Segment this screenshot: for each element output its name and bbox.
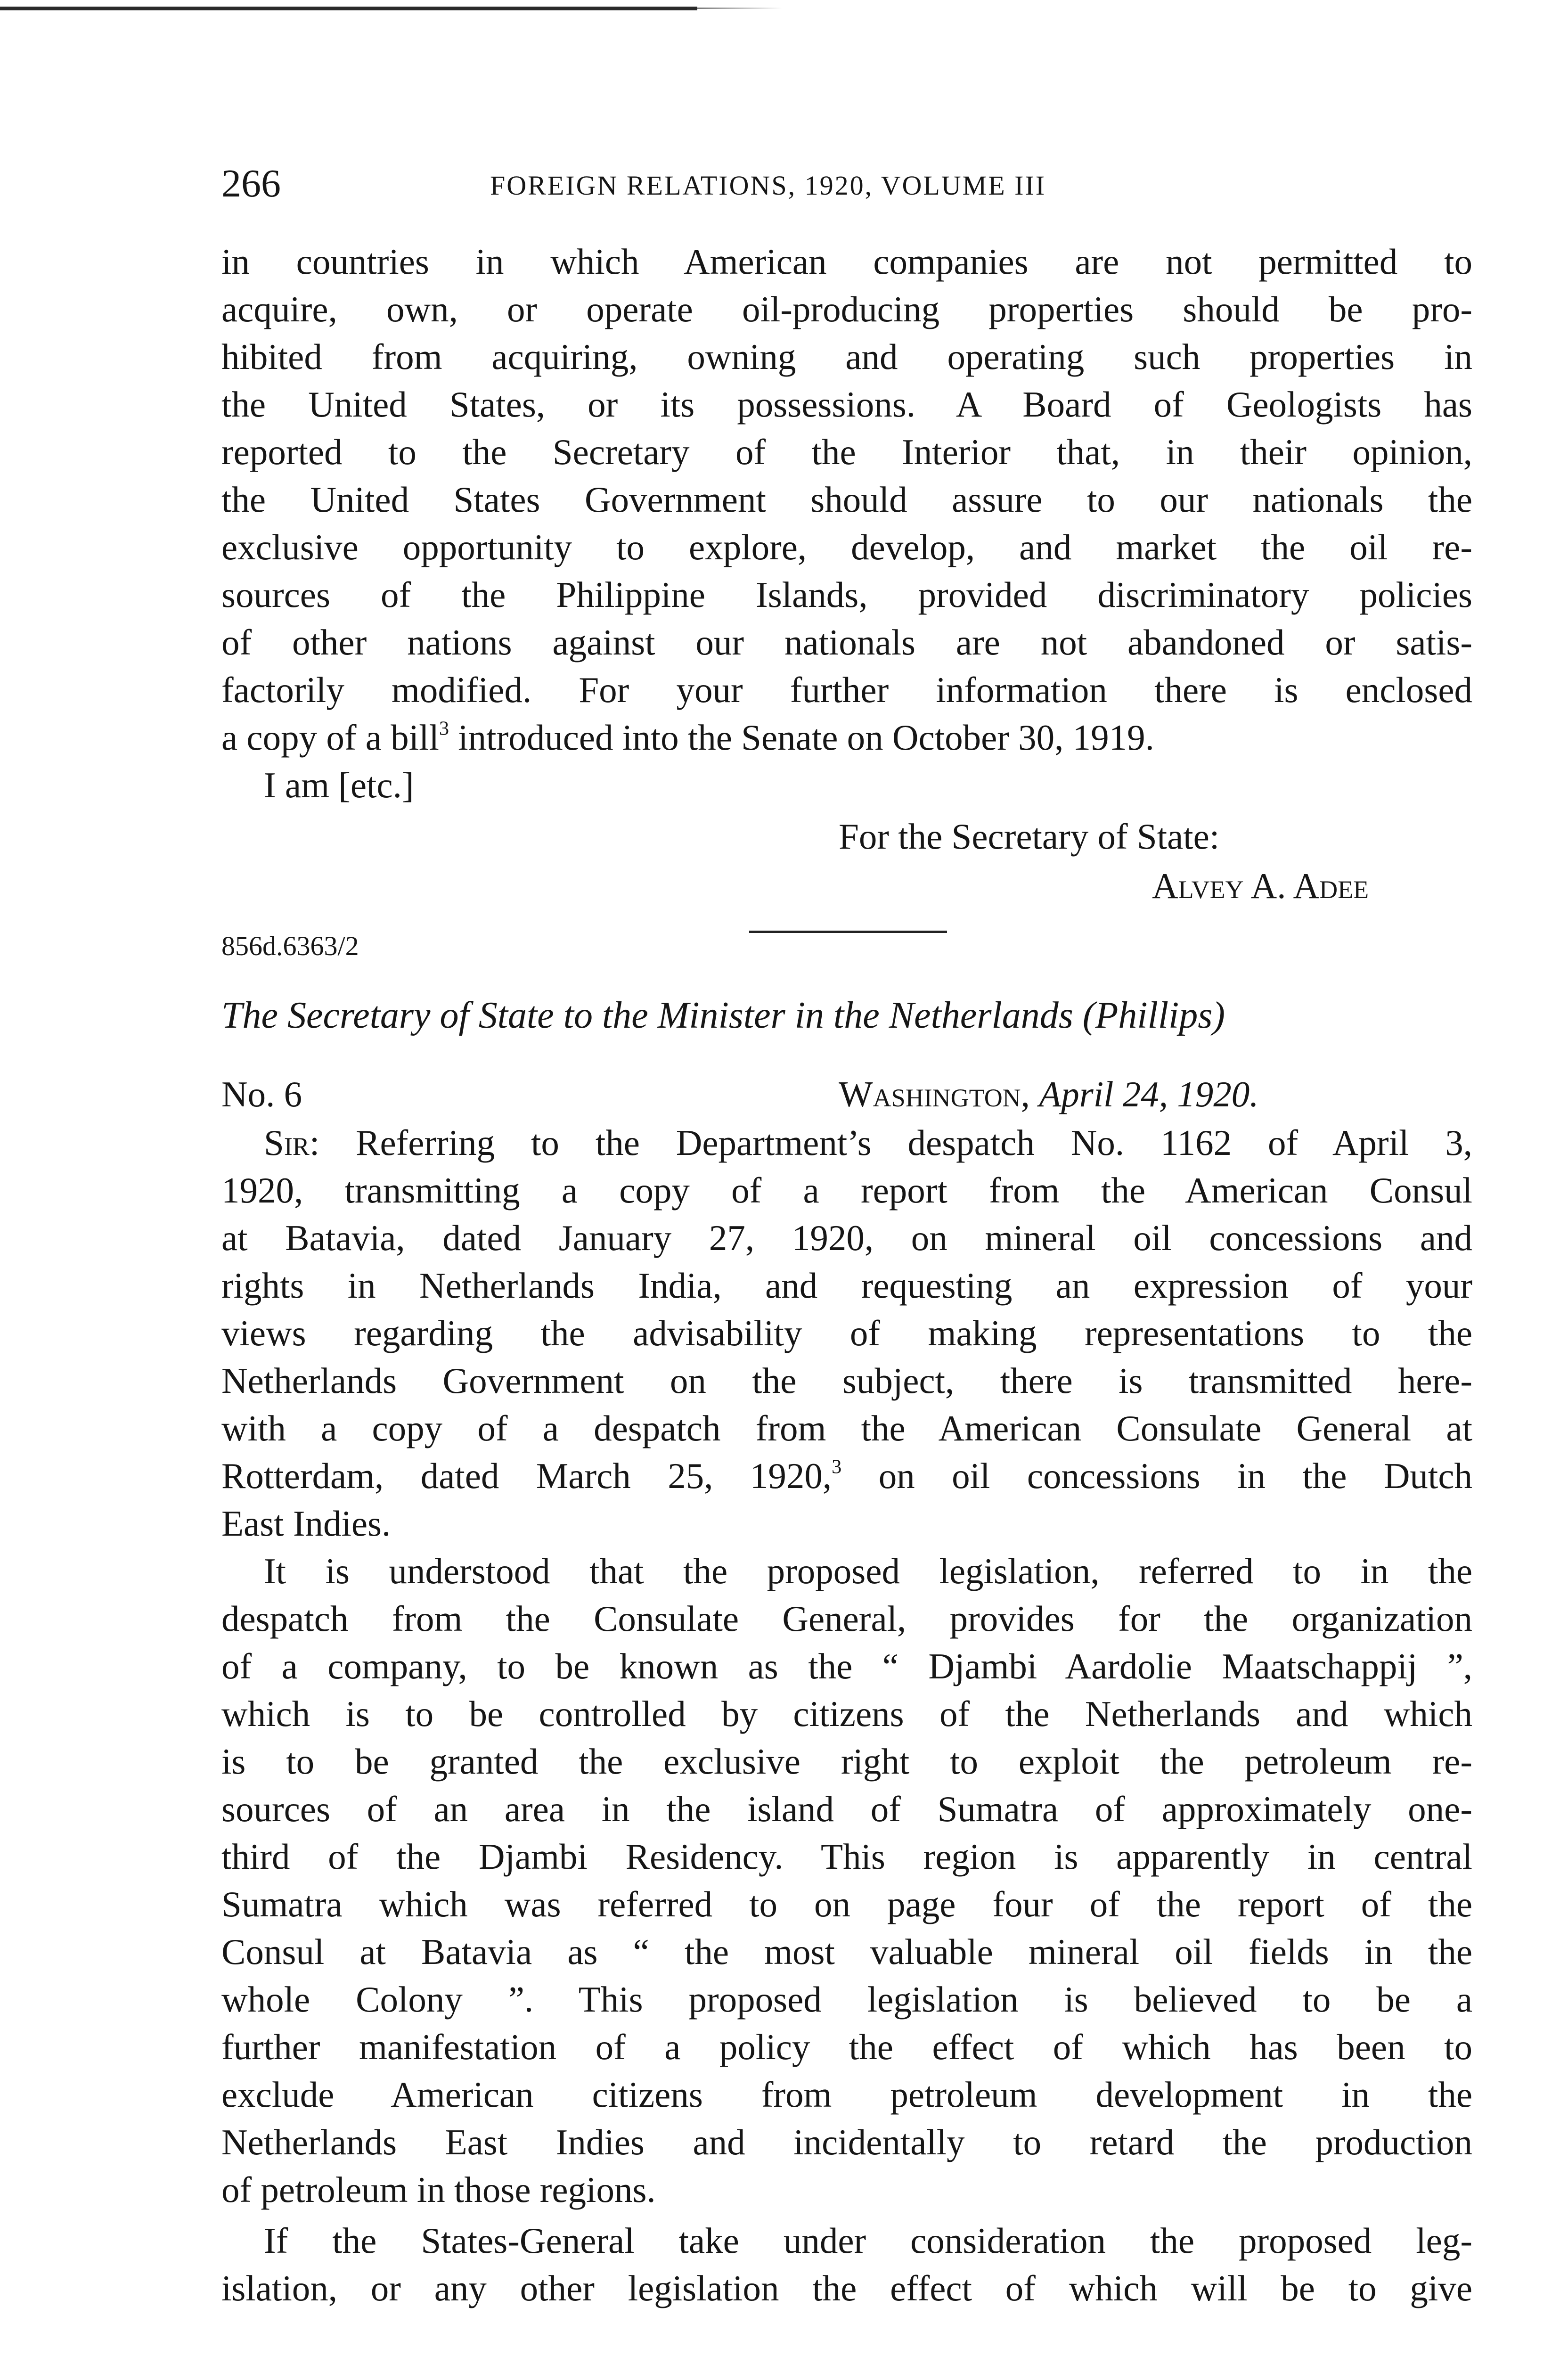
body-line: third of the Djambi Residency. This region is apparently in central (221, 1836, 1472, 1877)
body-line: sources of an area in the island of Sumatra of approximately one- (221, 1789, 1472, 1829)
complimentary-close: I am [etc.] (264, 765, 414, 805)
body-line: If the States-General take under consideration the proposed leg- (264, 2220, 1472, 2261)
body-line-with-footnote (221, 1452, 1472, 1499)
signer-name: Alvey A. Adee (1152, 866, 1369, 906)
body-line: whole Colony ”. This proposed legislation is believed to be a (221, 1979, 1472, 2020)
body-line: which is to be controlled by citizens of the Netherlands and which (221, 1693, 1472, 1734)
paragraph-1-first: Referring to the Department’s despatch No. 1162 of April 3, (356, 1122, 1472, 1163)
salutation: Sir: (264, 1122, 320, 1163)
p1-ref-start: Rotterdam, dated March 25, 1920, (221, 1456, 832, 1496)
body-line: is to be granted the exclusive right to exploit the petroleum re- (221, 1741, 1472, 1782)
body-line: islation, or any other legislation the effect of which will be to give (221, 2268, 1472, 2308)
body-line: the United States Government should assure to our nationals the (221, 479, 1472, 520)
body-line: despatch from the Consulate General, provides for the organization (221, 1598, 1472, 1639)
document-title: The Secretary of State to the Minister in the Netherlands (Phillips) (221, 995, 1225, 1036)
body-line: the United States, or its possessions. A Board of Geologists has (221, 384, 1472, 425)
dateline (839, 1071, 1258, 1118)
body-line: with a copy of a despatch from the American Consulate General at (221, 1408, 1472, 1448)
body-line: further manifestation of a policy the effect of which has been to (221, 2027, 1472, 2067)
signature-line: For the Secretary of State: (839, 816, 1220, 857)
body-line: hibited from acquiring, owning and operating such properties in (221, 336, 1472, 377)
body-line: views regarding the advisability of making representations to the (221, 1313, 1472, 1353)
body-line: in countries in which American companies are not permitted to (221, 241, 1472, 282)
salutation-line (264, 1119, 1472, 1166)
section-divider (749, 931, 947, 933)
despatch-number: No. 6 (221, 1074, 302, 1114)
footnote-ref: 3 (439, 717, 449, 740)
body-line: of petroleum in those regions. (221, 2169, 656, 2210)
body-line: acquire, own, or operate oil-producing properties should be pro- (221, 289, 1472, 329)
body-line: Netherlands East Indies and incidentally to retard the production (221, 2122, 1472, 2162)
body-line: 1920, transmitting a copy of a report from the American Consul (221, 1170, 1472, 1211)
page-number: 266 (221, 162, 281, 205)
dateline-place: Washington, (839, 1074, 1030, 1114)
running-head (221, 160, 1472, 212)
bill-line-end: introduced into the Senate on October 30, 1919. (458, 717, 1154, 758)
body-line: at Batavia, dated January 27, 1920, on mineral oil concessions and (221, 1218, 1472, 1258)
body-line-with-footnote (221, 714, 1472, 761)
body-line: sources of the Philippine Islands, provided discriminatory policies (221, 574, 1472, 615)
body-line: exclude American citizens from petroleum development in the (221, 2074, 1472, 2115)
body-line: It is understood that the proposed legislation, referred to in the (264, 1551, 1472, 1591)
dateline-date: April 24, 1920. (1039, 1074, 1259, 1114)
bill-line-start: a copy of a bill (221, 717, 439, 758)
body-line: Consul at Batavia as “ the most valuable mineral oil fields in the (221, 1931, 1472, 1972)
footnote-ref: 3 (832, 1456, 842, 1478)
p1-ref-end: on oil concessions in the Dutch (878, 1456, 1473, 1496)
file-number: 856d.6363/2 (221, 931, 359, 961)
body-line: East Indies. (221, 1503, 391, 1544)
running-title: FOREIGN RELATIONS, 1920, VOLUME III (490, 170, 1046, 201)
body-line: factorily modified. For your further information there is enclosed (221, 670, 1472, 710)
body-line: Sumatra which was referred to on page four of the report of the (221, 1884, 1472, 1924)
body-line: reported to the Secretary of the Interior that, in their opinion, (221, 432, 1472, 472)
body-line: of a company, to be known as the “ Djambi Aardolie Maatschappij ”, (221, 1646, 1472, 1686)
body-line: rights in Netherlands India, and requesting an expression of your (221, 1265, 1472, 1306)
body-line: exclusive opportunity to explore, develop, and market the oil re- (221, 527, 1472, 567)
top-rule-fade (697, 8, 782, 9)
body-line: Netherlands Government on the subject, there is transmitted here- (221, 1360, 1472, 1401)
top-rule (0, 7, 697, 10)
body-line: of other nations against our nationals are not abandoned or satis- (221, 622, 1472, 663)
